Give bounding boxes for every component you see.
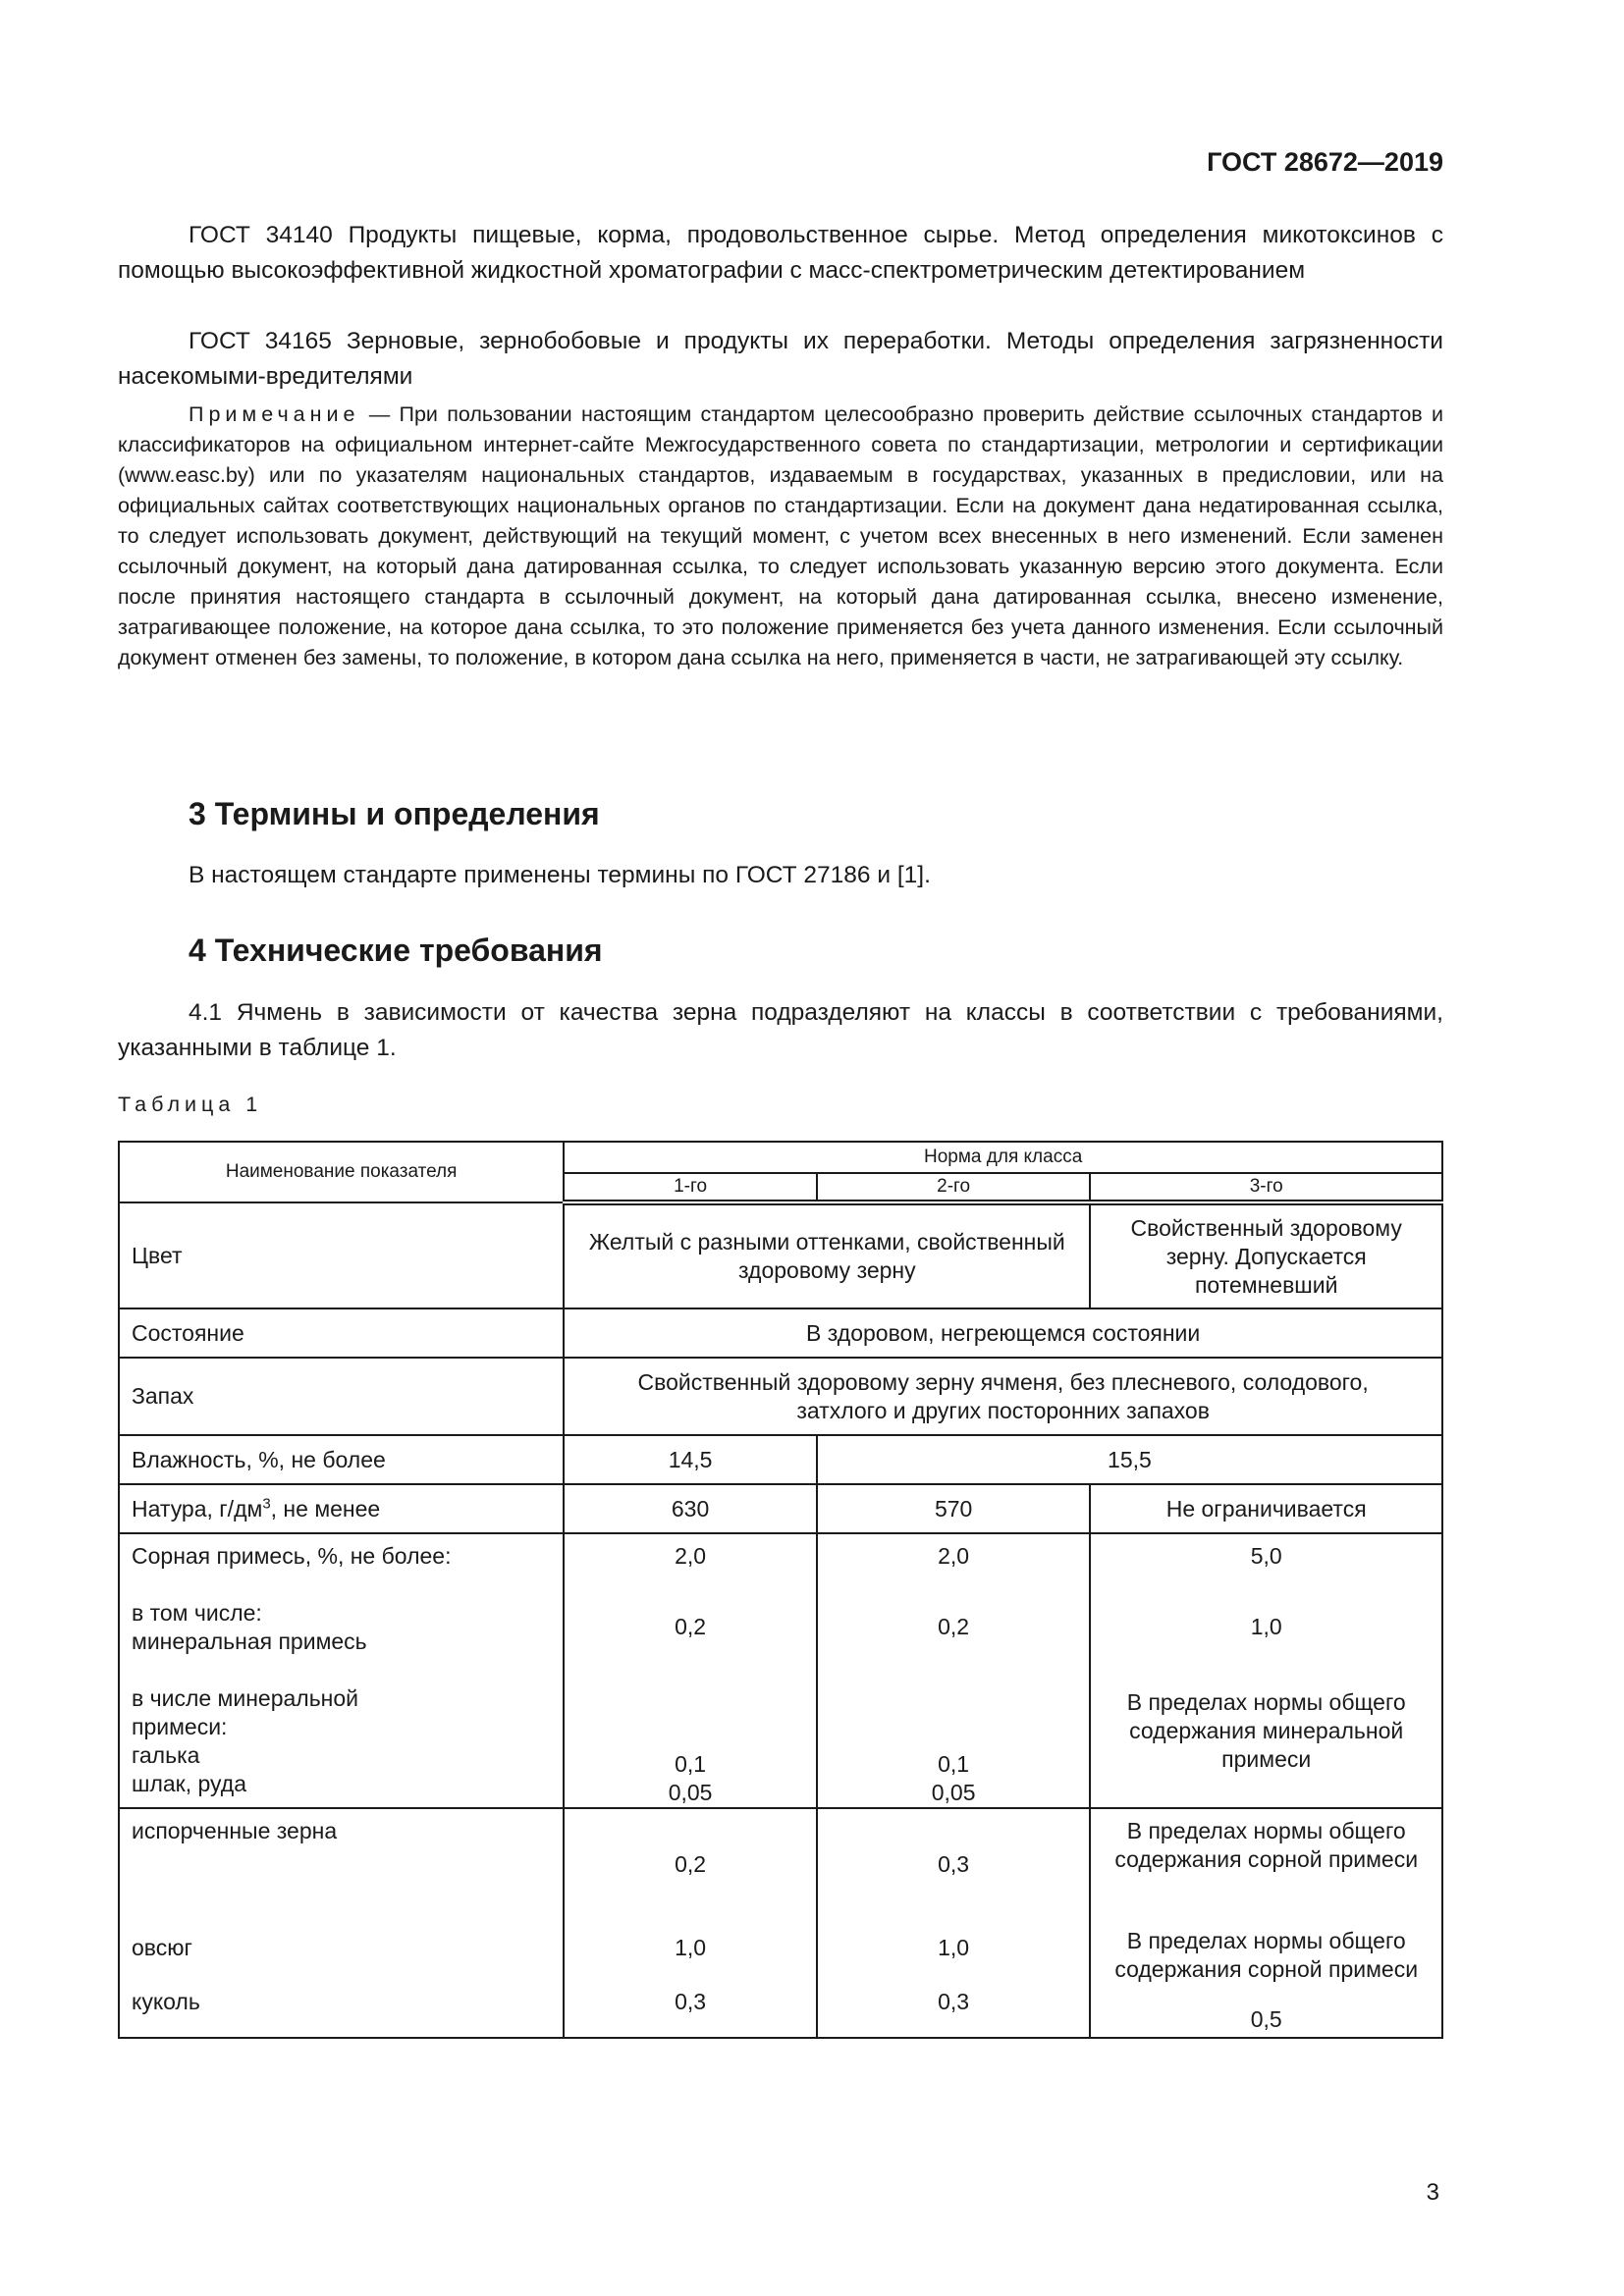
mineral-label: минеральная примесь	[132, 1629, 367, 1654]
note-text: — При пользовании настоящим стандартом целесообразно проверить действие ссылочных стандартов и классификаторов на официальном интернет-сайте Межгосударственного совета по стандартизации, метрологии и сертификации (www.easc.by) или по указателям национальных стандартов, издаваемым в государствах, указанных в предисловии, или на официальных сайтах соответствующих национальных органов по стандартизации. Если на документ дана недатированная ссылка, то следует использовать документ, действующий на текущий момент, с учетом всех внесенных в него изменений. Если заменен ссылочный документ, на который дана датированная ссылка, то следует использовать указанную версию этого документа. Если после принятия настоящего стандарта в ссылочный документ, на который дана датированная ссылка, внесено изменение, затрагивающее положение, на которое дана ссылка, то это положение применяется без учета данного изменения. Если ссылочный документ отменен без замены, то положение, в котором дана ссылка на него, применяется в части, не затрагивающей эту ссылку.	[118, 402, 1443, 669]
mineral-value: 1,0	[1250, 1614, 1282, 1639]
subitem-class-3	[1090, 1808, 1442, 2038]
cell-class-1-2: Желтый с разными оттенками, свойственный здоровому зерну	[564, 1202, 1090, 1308]
spoiled-limit: В пределах нормы общего содержания сорной примеси	[1114, 1818, 1419, 1872]
cockle-value: 0,3	[938, 1988, 970, 2014]
cell-class-3: Свойственный здоровому зерну. Допускается потемневший	[1090, 1202, 1442, 1308]
table-row-state	[119, 1308, 1442, 1358]
row-name-suffix: , не менее	[270, 1495, 381, 1522]
section-4-text	[118, 995, 1443, 1066]
cell-class-2-3: 15,5	[817, 1435, 1442, 1484]
subitem-class-1	[564, 1808, 817, 2038]
in-mineral-label-2: примеси:	[132, 1714, 228, 1739]
row-name: Цвет	[119, 1202, 564, 1308]
cell-class-1: 630	[564, 1484, 817, 1533]
table-caption: Таблица 1	[118, 1093, 263, 1116]
slag-label: шлак, руда	[132, 1771, 246, 1796]
impurity-names	[119, 1533, 564, 1808]
mineral-limit: В пределах нормы общего содержания минеральной примеси	[1126, 1689, 1406, 1772]
section-4-paragraph: 4.1 Ячмень в зависимости от качества зерна подразделяют на классы в соответствии с требованиями, указанными в таблице 1.	[118, 999, 1443, 1061]
impurity-class-1	[564, 1533, 817, 1808]
section-3-paragraph: В настоящем стандарте применены термины по ГОСТ 27186 и [1].	[189, 862, 931, 888]
cockle-value: 0,5	[1250, 2005, 1282, 2032]
row-name	[119, 1484, 564, 1533]
spoiled-value: 0,3	[938, 1850, 970, 1877]
cell-all-classes: Свойственный здоровому зерну ячменя, без плесневого, солодового, затхлого и других посторонних запахов	[564, 1358, 1442, 1435]
requirements-table	[118, 1141, 1443, 2039]
row-name: Влажность, %, не более	[119, 1435, 564, 1484]
section-3-heading: 3 Термины и определения	[189, 796, 600, 831]
cell-all-classes: В здоровом, негреющемся состоянии	[564, 1308, 1442, 1358]
impurity-value: 2,0	[938, 1543, 970, 1569]
cell-class-1: 14,5	[564, 1435, 817, 1484]
subitem-names	[119, 1808, 564, 2038]
impurity-value: 2,0	[675, 1543, 707, 1569]
section-3-text	[118, 858, 1443, 893]
mineral-value: 0,2	[675, 1614, 707, 1639]
header-class-3: 3-го	[1090, 1173, 1442, 1202]
cell-class-3: Не ограничивается	[1090, 1484, 1442, 1533]
spoiled-label: испорченные зерна	[132, 1818, 338, 1843]
mineral-value: 0,2	[938, 1614, 970, 1639]
reference-text: ГОСТ 34140 Продукты пищевые, корма, продовольственное сырье. Метод определения микотоксинов с помощью высокоэффективной жидкостной хроматографии с масс-спектрометрическим детектированием	[118, 222, 1443, 284]
table-row-nature	[119, 1484, 1442, 1533]
section-4-heading: 4 Технические требования	[189, 933, 603, 968]
slag-value: 0,05	[931, 1780, 976, 1805]
spoiled-value: 0,2	[675, 1850, 707, 1877]
header-class-1: 1-го	[564, 1173, 817, 1202]
table-row-color	[119, 1202, 1442, 1308]
oat-label: овсюг	[132, 1934, 192, 1960]
subitem-class-2	[817, 1808, 1091, 2038]
table-row-impurity	[119, 1533, 1442, 1808]
header-norm: Норма для класса	[564, 1142, 1442, 1173]
oat-limit: В пределах нормы общего содержания сорной примеси	[1114, 1928, 1419, 1982]
reference-text: ГОСТ 34165 Зерновые, зернобобовые и продукты их переработки. Методы определения загрязненности насекомыми-вредителями	[118, 328, 1443, 390]
header-class-2: 2-го	[817, 1173, 1091, 1202]
cockle-value: 0,3	[675, 1988, 707, 2014]
cell-class-2: 570	[817, 1484, 1091, 1533]
impurity-class-2	[817, 1533, 1091, 1808]
impurity-class-3	[1090, 1533, 1442, 1808]
header-indicator: Наименование показателя	[119, 1142, 564, 1202]
document-header: ГОСТ 28672—2019	[1207, 147, 1443, 177]
table-row-subitems	[119, 1808, 1442, 2038]
pebble-label: галька	[132, 1742, 200, 1768]
note-paragraph	[118, 400, 1443, 673]
oat-value: 1,0	[938, 1934, 970, 1960]
pebble-value: 0,1	[938, 1751, 970, 1777]
row-name: Запах	[119, 1358, 564, 1435]
impurity-label: Сорная примесь, %, не более:	[132, 1543, 452, 1569]
row-name: Состояние	[119, 1308, 564, 1358]
including-label: в том числе:	[132, 1600, 262, 1626]
slag-value: 0,05	[668, 1780, 713, 1805]
table-row-smell	[119, 1358, 1442, 1435]
oat-value: 1,0	[675, 1934, 707, 1960]
row-name-prefix: Натура, г/дм	[132, 1495, 263, 1522]
table-header-row	[119, 1142, 1442, 1173]
in-mineral-label: в числе минеральной	[132, 1685, 359, 1711]
note-label: Примечание	[189, 402, 360, 426]
reference-gost-34165	[118, 324, 1443, 395]
table-row-moisture	[119, 1435, 1442, 1484]
impurity-value: 5,0	[1250, 1543, 1282, 1569]
pebble-value: 0,1	[675, 1751, 707, 1777]
page-number: 3	[1426, 2179, 1439, 2206]
cockle-label: куколь	[132, 1988, 200, 2014]
reference-gost-34140	[118, 218, 1443, 289]
row-name-sup: 3	[262, 1494, 271, 1512]
